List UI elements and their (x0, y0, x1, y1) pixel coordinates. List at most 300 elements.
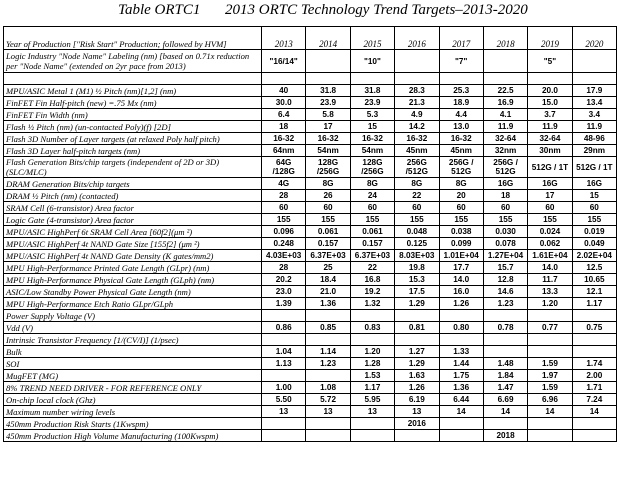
table-row (4, 370, 617, 382)
table-cell: 2.02E+04 (572, 250, 616, 262)
table-cell: 5.50 (262, 394, 306, 406)
table-cell: 256G /512G (395, 157, 439, 178)
table-cell: 2018 (483, 430, 527, 442)
table-cell: 11.9 (483, 121, 527, 133)
table-cell: 17.9 (572, 85, 616, 97)
table-cell: 1.13 (262, 358, 306, 370)
table-cell (306, 310, 350, 322)
table-cell (395, 73, 439, 85)
table-cell: 30nm (528, 145, 572, 157)
table-cell: 16G (572, 178, 616, 190)
table-cell (262, 418, 306, 430)
table-cell: 0.030 (483, 226, 527, 238)
table-cell (483, 50, 527, 73)
table-cell (572, 73, 616, 85)
table-cell: 26 (306, 190, 350, 202)
row-label: Bulk (4, 346, 262, 358)
table-cell: 1.39 (262, 298, 306, 310)
table-cell: 28.3 (395, 85, 439, 97)
table-cell: 15.3 (395, 274, 439, 286)
table-cell: 10.65 (572, 274, 616, 286)
table-cell: 4.4 (439, 109, 483, 121)
table-row (4, 334, 617, 346)
row-label: Flash Generation Bits/chip targets (independent of 2D or 3D) (SLC/MLC) (4, 157, 262, 178)
table-cell: 20.2 (262, 274, 306, 286)
table-cell: 4G (262, 178, 306, 190)
table-cell: 0.099 (439, 238, 483, 250)
table-cell: 23.0 (262, 286, 306, 298)
row-label: ASIC/Low Standby Power Physical Gate Length (nm) (4, 286, 262, 298)
table-cell: 0.80 (439, 322, 483, 334)
table-cell: 155 (572, 214, 616, 226)
table-cell: 1.97 (528, 370, 572, 382)
table-cell: 54nm (306, 145, 350, 157)
table-cell: 32nm (483, 145, 527, 157)
table-cell (572, 310, 616, 322)
table-cell: 14.0 (528, 262, 572, 274)
table-cell: 14 (483, 406, 527, 418)
table-row (4, 226, 617, 238)
table-cell: 1.04 (262, 346, 306, 358)
table-row (4, 406, 617, 418)
table-cell: 13 (395, 406, 439, 418)
table-cell (528, 73, 572, 85)
ortc-table (3, 26, 617, 442)
table-cell: 0.77 (528, 322, 572, 334)
table-cell: 60 (350, 202, 394, 214)
table-cell: 1.08 (306, 382, 350, 394)
row-label: MPU/ASIC Metal 1 (M1) ½ Pitch (nm)[1,2] (nm) (4, 85, 262, 97)
table-cell: 6.37E+03 (306, 250, 350, 262)
table-cell (439, 430, 483, 442)
table-cell: 1.75 (439, 370, 483, 382)
table-cell: 16.9 (483, 97, 527, 109)
table-cell (528, 418, 572, 430)
row-label: DRAM Generation Bits/chip targets (4, 178, 262, 190)
table-cell (306, 430, 350, 442)
table-cell: 1.23 (483, 298, 527, 310)
table-cell: 256G / 512G (439, 157, 483, 178)
table-cell: "10" (350, 50, 394, 73)
year-header: 2016 (395, 27, 439, 50)
table-cell: 1.27E+04 (483, 250, 527, 262)
table-cell: 1.14 (306, 346, 350, 358)
table-row (4, 157, 617, 178)
table-row (4, 262, 617, 274)
table-cell: 60 (483, 202, 527, 214)
table-cell: 60 (439, 202, 483, 214)
table-cell: 1.00 (262, 382, 306, 394)
table-cell (572, 334, 616, 346)
table-cell: 0.85 (306, 322, 350, 334)
table-cell (262, 430, 306, 442)
table-row (4, 346, 617, 358)
table-cell: 23.9 (306, 97, 350, 109)
table-cell: 60 (395, 202, 439, 214)
table-cell: 17.5 (395, 286, 439, 298)
table-cell: 0.157 (306, 238, 350, 250)
table-cell: 14 (572, 406, 616, 418)
table-cell: 16G (528, 178, 572, 190)
table-cell: 155 (262, 214, 306, 226)
table-cell: 28 (262, 190, 306, 202)
table-cell: 1.36 (306, 298, 350, 310)
table-cell: 0.81 (395, 322, 439, 334)
table-cell (306, 73, 350, 85)
table-cell: 5.95 (350, 394, 394, 406)
table-cell: 155 (483, 214, 527, 226)
table-cell: 29nm (572, 145, 616, 157)
table-row (4, 430, 617, 442)
table-cell: 1.47 (483, 382, 527, 394)
year-header: 2019 (528, 27, 572, 50)
table-cell: 1.71 (572, 382, 616, 394)
row-label: MugFET (MG) (4, 370, 262, 382)
table-cell: 1.44 (439, 358, 483, 370)
header-row (4, 27, 617, 50)
row-label: 450mm Production Risk Starts (1Kwspm) (4, 418, 262, 430)
table-cell (439, 334, 483, 346)
table-cell: 17 (306, 121, 350, 133)
row-label (4, 73, 262, 85)
table-cell: 15.7 (483, 262, 527, 274)
table-cell: 60 (528, 202, 572, 214)
table-cell: 512G / 1T (528, 157, 572, 178)
table-cell: 16.0 (439, 286, 483, 298)
table-cell: 12.8 (483, 274, 527, 286)
table-cell: 0.019 (572, 226, 616, 238)
table-id: Table ORTC1 (118, 2, 201, 18)
row-label: MPU High-Performance Etch Ratio GLpr/GLph (4, 298, 262, 310)
table-cell: 1.26 (439, 298, 483, 310)
table-cell (528, 310, 572, 322)
table-cell: 22 (350, 262, 394, 274)
table-cell: 60 (572, 202, 616, 214)
row-label: 8% TREND NEED DRIVER - FOR REFERENCE ONLY (4, 382, 262, 394)
table-row (4, 178, 617, 190)
table-cell: 128G /256G (350, 157, 394, 178)
year-header: 2017 (439, 27, 483, 50)
table-cell: 1.36 (439, 382, 483, 394)
table-cell: 16-32 (439, 133, 483, 145)
table-cell: 17.7 (439, 262, 483, 274)
row-label: MPU High-Performance Printed Gate Length (GLpr) (nm) (4, 262, 262, 274)
table-cell: 14 (528, 406, 572, 418)
table-cell (262, 370, 306, 382)
table-cell: 16-32 (306, 133, 350, 145)
table-cell: 1.29 (395, 298, 439, 310)
table-cell: 0.83 (350, 322, 394, 334)
table-cell: 15 (350, 121, 394, 133)
table-cell: 5.72 (306, 394, 350, 406)
row-label: MPU/ASIC HighPerf 6t SRAM Cell Area [60f2](μm ²) (4, 226, 262, 238)
table-cell: 4.9 (395, 109, 439, 121)
title-row (0, 2, 620, 22)
table-cell: 16-32 (395, 133, 439, 145)
table-row (4, 190, 617, 202)
row-label: Logic Gate (4-transistor) Area factor (4, 214, 262, 226)
row-label: FinFET Fin Width (nm) (4, 109, 262, 121)
table-cell: 21.0 (306, 286, 350, 298)
table-cell: 2016 (395, 418, 439, 430)
table-cell: 31.8 (350, 85, 394, 97)
table-cell: 16-32 (350, 133, 394, 145)
table-cell: 28 (262, 262, 306, 274)
table-cell: 6.69 (483, 394, 527, 406)
year-header: 2014 (306, 27, 350, 50)
table-cell: 5.3 (350, 109, 394, 121)
table-cell: 1.84 (483, 370, 527, 382)
row-label: Intrinsic Transistor Frequency [1/(CV/I)] (1/psec) (4, 334, 262, 346)
table-cell: 155 (439, 214, 483, 226)
table-cell: 0.78 (483, 322, 527, 334)
table-row (4, 202, 617, 214)
table-cell: 60 (262, 202, 306, 214)
table-cell (306, 370, 350, 382)
table-cell (483, 418, 527, 430)
row-label: Flash ½ Pitch (nm) (un-contacted Poly)(f) [2D] (4, 121, 262, 133)
table-cell: 0.096 (262, 226, 306, 238)
table-cell: 155 (306, 214, 350, 226)
table-cell: "7" (439, 50, 483, 73)
table-cell: 11.7 (528, 274, 572, 286)
table-cell: 7.24 (572, 394, 616, 406)
table-cell: 15.0 (528, 97, 572, 109)
table-cell: 0.062 (528, 238, 572, 250)
table-row (4, 50, 617, 73)
table-cell: 0.049 (572, 238, 616, 250)
table-row (4, 145, 617, 157)
table-row (4, 238, 617, 250)
table-cell: 0.157 (350, 238, 394, 250)
table-cell: 0.86 (262, 322, 306, 334)
table-cell: 48-96 (572, 133, 616, 145)
table-cell: 0.024 (528, 226, 572, 238)
table-cell: 18.9 (439, 97, 483, 109)
table-cell: 25 (306, 262, 350, 274)
table-cell: 5.8 (306, 109, 350, 121)
table-cell: 14.0 (439, 274, 483, 286)
table-cell: 32-64 (528, 133, 572, 145)
table-cell: 20 (439, 190, 483, 202)
row-label: SOI (4, 358, 262, 370)
table-cell (350, 310, 394, 322)
table-cell: 25.3 (439, 85, 483, 97)
table-title: 2013 ORTC Technology Trend Targets–2013-2020 (225, 2, 528, 18)
table-row (4, 298, 617, 310)
table-cell: 12.5 (572, 262, 616, 274)
table-cell: 14.6 (483, 286, 527, 298)
row-label: DRAM ½ Pitch (nm) (contacted) (4, 190, 262, 202)
table-cell: 1.23 (306, 358, 350, 370)
table-cell: 1.63 (395, 370, 439, 382)
table-cell: 128G /256G (306, 157, 350, 178)
table-cell (350, 430, 394, 442)
table-cell: 1.74 (572, 358, 616, 370)
table-row (4, 85, 617, 97)
table-cell: 11.9 (528, 121, 572, 133)
table-cell (350, 73, 394, 85)
table-cell: 22 (395, 190, 439, 202)
table-cell (395, 50, 439, 73)
table-cell: 1.29 (395, 358, 439, 370)
row-label: 450mm Production High Volume Manufacturing (100Kwspm) (4, 430, 262, 442)
row-label: Flash 3D Number of Layer targets (at relaxed Poly half pitch) (4, 133, 262, 145)
table-cell (306, 418, 350, 430)
table-row (4, 121, 617, 133)
row-label: On-chip local clock (Ghz) (4, 394, 262, 406)
table-cell: 155 (395, 214, 439, 226)
table-cell: 16.8 (350, 274, 394, 286)
table-cell: 11.9 (572, 121, 616, 133)
table-cell: 31.8 (306, 85, 350, 97)
table-cell: 45nm (395, 145, 439, 157)
table-row (4, 322, 617, 334)
table-cell: 1.48 (483, 358, 527, 370)
table-cell: 54nm (350, 145, 394, 157)
table-cell: 19.2 (350, 286, 394, 298)
table-cell: 1.59 (528, 358, 572, 370)
table-cell: 64G /128G (262, 157, 306, 178)
table-cell: 32-64 (483, 133, 527, 145)
table-cell: 4.1 (483, 109, 527, 121)
table-cell: 12.1 (572, 286, 616, 298)
row-label: Vdd (V) (4, 322, 262, 334)
table-cell: 19.8 (395, 262, 439, 274)
table-cell: 1.26 (395, 382, 439, 394)
table-cell: 2.00 (572, 370, 616, 382)
table-row (4, 358, 617, 370)
table-cell: 8G (350, 178, 394, 190)
table-cell: 13 (262, 406, 306, 418)
table-row (4, 274, 617, 286)
table-cell: 6.19 (395, 394, 439, 406)
table-cell (528, 346, 572, 358)
table-row (4, 133, 617, 145)
table-cell (350, 418, 394, 430)
table-cell: 4.03E+03 (262, 250, 306, 262)
table-cell: 30.0 (262, 97, 306, 109)
table-body (4, 27, 617, 442)
table-cell: 16G (483, 178, 527, 190)
table-cell: 14.2 (395, 121, 439, 133)
table-cell (350, 334, 394, 346)
table-cell: 45nm (439, 145, 483, 157)
table-cell: 1.20 (528, 298, 572, 310)
table-cell: 16-32 (262, 133, 306, 145)
table-cell: 1.28 (350, 358, 394, 370)
table-row (4, 109, 617, 121)
table-cell (572, 430, 616, 442)
table-cell: 1.01E+04 (439, 250, 483, 262)
table-cell: "16/14" (262, 50, 306, 73)
row-label: Power Supply Voltage (V) (4, 310, 262, 322)
table-cell: 13.3 (528, 286, 572, 298)
table-cell (528, 430, 572, 442)
table-cell: 1.59 (528, 382, 572, 394)
table-cell: 1.17 (350, 382, 394, 394)
table-cell: 14 (439, 406, 483, 418)
table-cell: 8G (395, 178, 439, 190)
table-cell: 17 (528, 190, 572, 202)
table-row (4, 382, 617, 394)
year-header: 2013 (262, 27, 306, 50)
table-cell (572, 418, 616, 430)
table-cell (483, 334, 527, 346)
table-cell: 3.4 (572, 109, 616, 121)
table-cell: 1.20 (350, 346, 394, 358)
table-cell: 13 (306, 406, 350, 418)
row-label: MPU/ASIC HighPerf 4t NAND Gate Size [155f2] (μm ²) (4, 238, 262, 250)
table-cell: 13 (350, 406, 394, 418)
table-row (4, 97, 617, 109)
table-cell: 0.125 (395, 238, 439, 250)
table-cell: 155 (350, 214, 394, 226)
table-cell (439, 73, 483, 85)
table-cell: 24 (350, 190, 394, 202)
table-cell (439, 310, 483, 322)
table-cell (483, 73, 527, 85)
table-cell: 22.5 (483, 85, 527, 97)
table-cell: 0.75 (572, 322, 616, 334)
table-cell: 1.27 (395, 346, 439, 358)
table-cell (395, 334, 439, 346)
table-cell: 6.37E+03 (350, 250, 394, 262)
table-cell: 3.7 (528, 109, 572, 121)
row-label: MPU/ASIC HighPerf 4t NAND Gate Density (K gates/mm2) (4, 250, 262, 262)
row-label: Logic Industry "Node Name" Labeling (nm) [based on 0.71x reduction per "Node Name" (extended on 2yr pace from 2013) (4, 50, 262, 73)
table-cell: 18 (262, 121, 306, 133)
table-cell: 1.53 (350, 370, 394, 382)
table-cell: 23.9 (350, 97, 394, 109)
table-cell (395, 430, 439, 442)
table-cell: 0.078 (483, 238, 527, 250)
table-cell (262, 73, 306, 85)
year-header: 2020 (572, 27, 616, 50)
year-header: 2018 (483, 27, 527, 50)
table-cell: 1.17 (572, 298, 616, 310)
table-cell (395, 310, 439, 322)
table-row (4, 310, 617, 322)
years-label: Year of Production ["Risk Start" Production; followed by HVM] (4, 27, 262, 50)
table-row (4, 286, 617, 298)
table-cell (528, 334, 572, 346)
year-header: 2015 (350, 27, 394, 50)
table-cell (306, 50, 350, 73)
table-row (4, 73, 617, 85)
table-cell: 64nm (262, 145, 306, 157)
row-label: FinFET Fin Half-pitch (new) =.75 Mx (nm) (4, 97, 262, 109)
table-cell: 40 (262, 85, 306, 97)
row-label: Maximum number wiring levels (4, 406, 262, 418)
table-cell: 60 (306, 202, 350, 214)
table-cell: 1.33 (439, 346, 483, 358)
table-cell: 0.038 (439, 226, 483, 238)
table-cell (572, 346, 616, 358)
table-cell: 13.0 (439, 121, 483, 133)
table-cell (483, 346, 527, 358)
row-label: SRAM Cell (6-transistor) Area factor (4, 202, 262, 214)
table-cell (483, 310, 527, 322)
table-cell: 18 (483, 190, 527, 202)
table-row (4, 418, 617, 430)
table-row (4, 214, 617, 226)
table-cell: 6.96 (528, 394, 572, 406)
table-cell (262, 310, 306, 322)
table-cell: 13.4 (572, 97, 616, 109)
table-cell: 0.061 (306, 226, 350, 238)
table-cell: 15 (572, 190, 616, 202)
